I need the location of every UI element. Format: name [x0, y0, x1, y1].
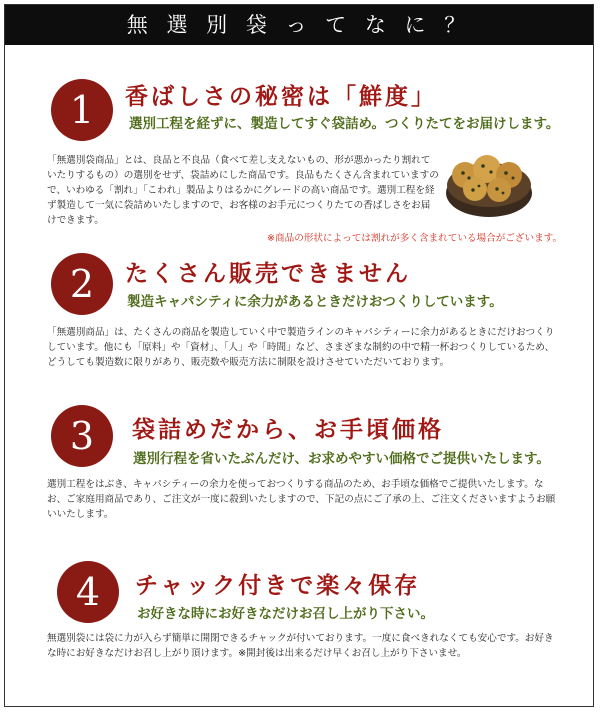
section-body: 「無選別袋商品」とは、良品と不良品（食べて差し支えないもの、形が悪かったり割れていたりするもの）の選別をせず、袋詰めにした商品です。良品もたくさん含まれていますので、いわゆる「割れ」「こわれ」製品よりはるかにグレードの高い商品です。選別工程を経ず製造して一気に袋詰めいたしますので、お客様のお手元につくりたての香ばしさをお届けできます。: [47, 155, 439, 226]
number-badge: 1: [51, 79, 113, 141]
section-body: 「無選別商品」は、たくさんの商品を製造していく中で製造ラインのキャパシティーに余力があるときにだけおつくりしています。他にも「原料」や「資材」、「人」や「時間」など、さまざまな制約の中で精一杯おつくりしているため、どうしても製造数に限りがあり、販売数や販売方法に制限を設けさせていただいております。: [47, 327, 555, 368]
section-title: たくさん販売できません: [125, 260, 411, 287]
section-body: 選別工程をはぶき、キャパシティーの余力を使っておつくりする商品のため、お手頃な価格でご提供いたします。なお、ご家庭用商品であり、ご注文が一度に殺到いたしますので、下記の点にご了承の上、ご注文くださいますようお願いいたします。: [47, 479, 556, 520]
number-badge: 2: [51, 253, 113, 315]
section-subtitle: お好きな時にお好きなだけお召し上がり下さい。: [137, 606, 434, 622]
section-subtitle: 選別行程を省いたぶんだけ、お求めやすい価格でご提供いたします。: [133, 451, 550, 467]
number-badge: 4: [57, 561, 119, 623]
shape-note: ※商品の形状によっては割れが多く含まれている場合がございます。: [267, 233, 563, 244]
section-subtitle: 選別工程を経ずに、製造してすぐ袋詰め。つくりたてをお届けします。: [129, 116, 560, 132]
page-frame: [4, 4, 594, 707]
page-header: 無 選 別 袋 っ て な に ？: [5, 5, 593, 45]
section-title: チャック付きで楽々保存: [135, 572, 421, 599]
section-body: 無選別袋には袋に力が入らず簡単に開閉できるチャックが付いております。一度に食べきれなくても安心です。お好きな時にお好きなだけお召し上がり頂けます。※開封後は出来るだけ早くお召し上がり下さいませ。: [47, 633, 554, 659]
section-subtitle: 製造キャパシティに余力があるときだけおつくりしています。: [127, 294, 503, 310]
section-title: 袋詰めだから、お手頃価格: [132, 416, 444, 443]
rice-cracker-bowl-image: [443, 145, 535, 221]
number-badge: 3: [51, 405, 113, 467]
section-title: 香ばしさの秘密は「鮮度」: [125, 83, 437, 110]
